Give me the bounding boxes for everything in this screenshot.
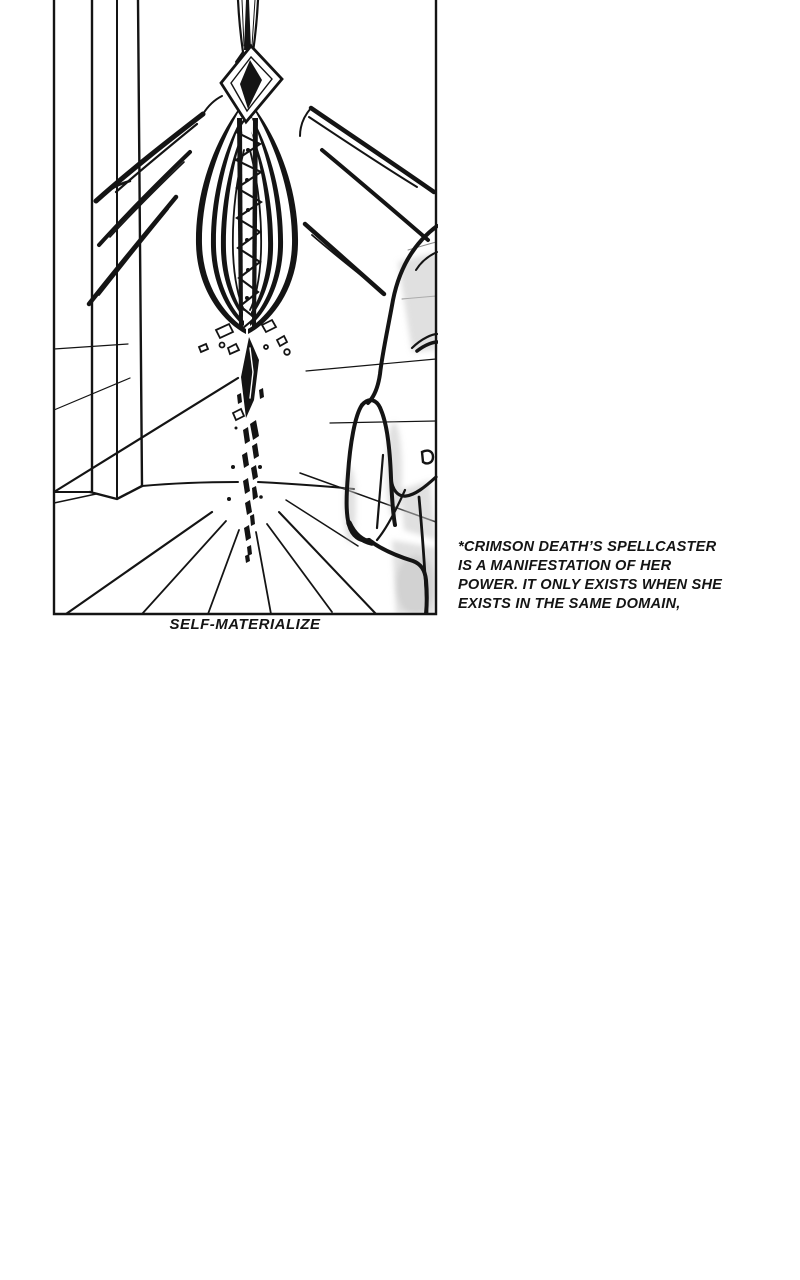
footnote-text (458, 538, 758, 614)
footnote-line: EXISTS IN THE SAME DOMAIN, (458, 596, 681, 612)
footnote-line: *CRIMSON DEATH’S SPELLCASTER (458, 539, 717, 555)
footnote-line: IS A MANIFESTATION OF HER (458, 558, 672, 574)
hand-art (344, 226, 437, 615)
sword-art (196, 0, 298, 334)
footnote-line: POWER. IT ONLY EXISTS WHEN SHE (458, 577, 723, 593)
fragment-shards (199, 320, 290, 563)
pillar-art (54, 0, 354, 503)
panel-caption: SELF-MATERIALIZE (169, 616, 321, 633)
